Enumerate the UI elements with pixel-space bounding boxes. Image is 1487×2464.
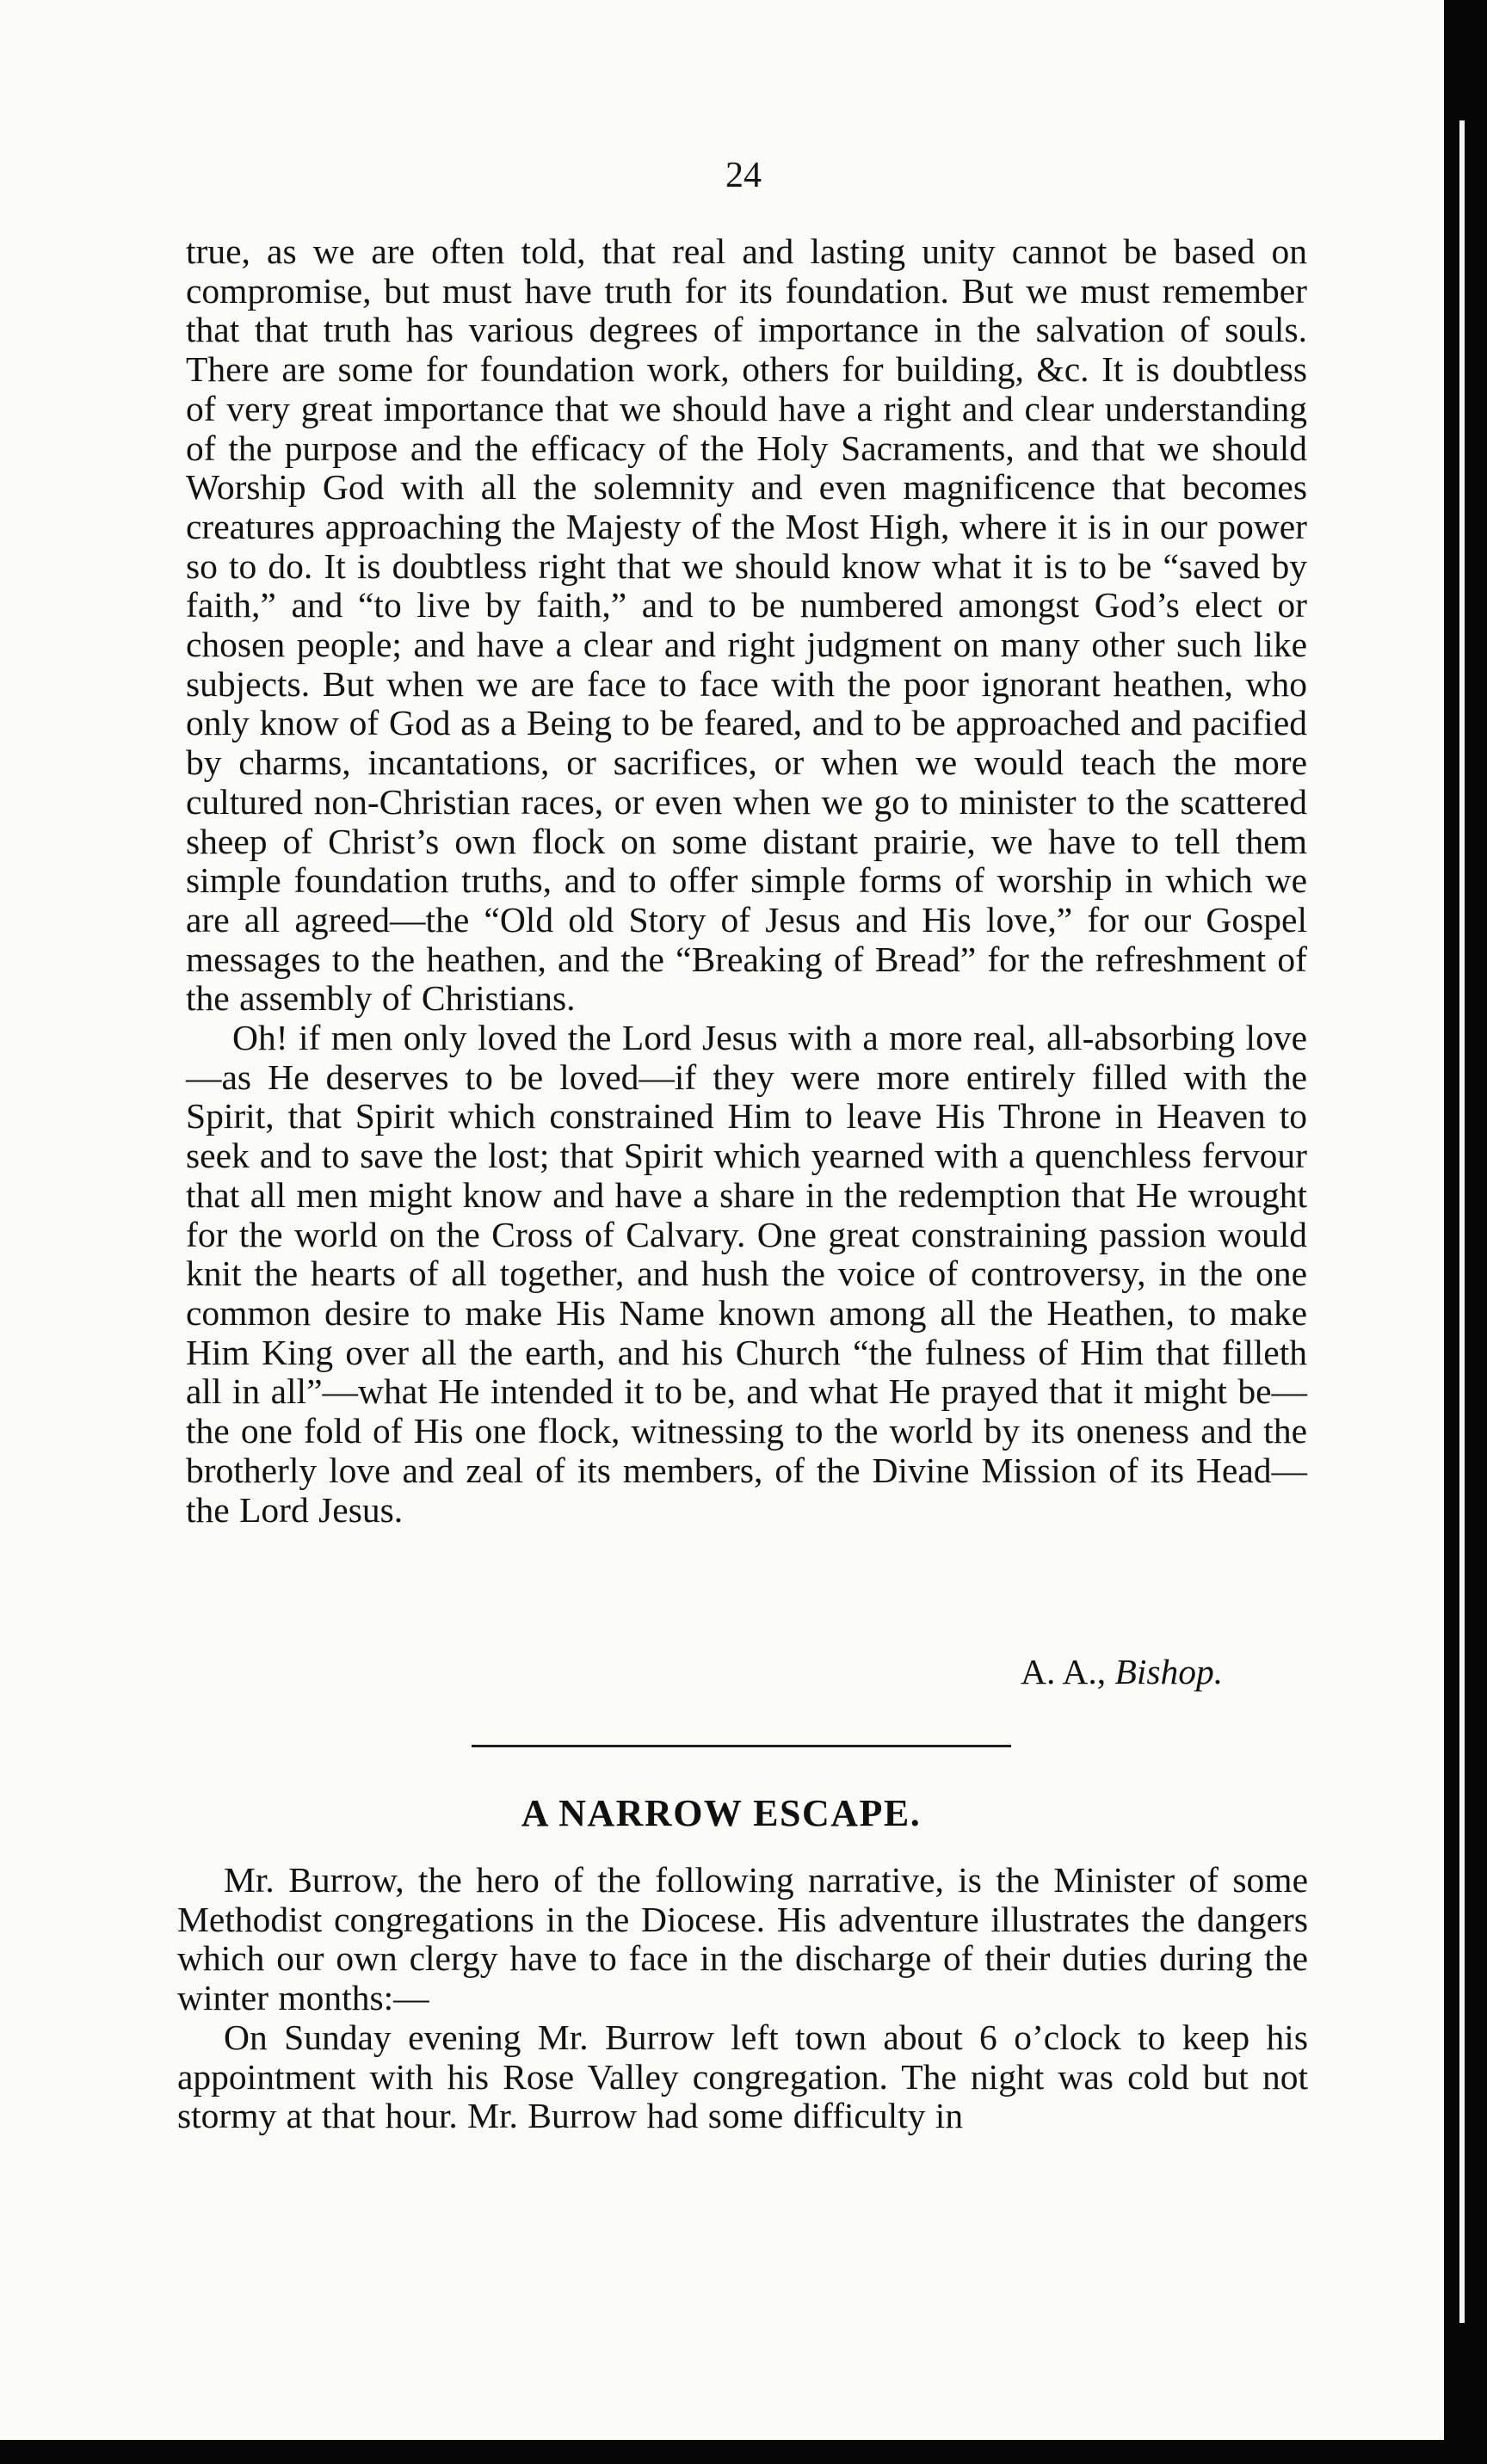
section-paragraph-1: Mr. Burrow, the hero of the following narrative, is the Minister of some Methodist congregations in the Diocese. His adventure illustrates the dangers which our own clergy have to face in the discharge of their duties during the winter months:— [177, 1860, 1308, 2018]
article-body [186, 232, 1307, 1530]
section-divider [472, 1745, 1011, 1747]
section-body [177, 1861, 1308, 2136]
article-paragraph-1: true, as we are often told, that real and lasting unity cannot be based on compromise, but must have truth for its foundation. But we must remember that that truth has various degrees of importance in the salvation of souls. There are some for foundation work, others for building, &c. It is doubtless of very great importance that we should have a right and clear understanding of the purpose and the efficacy of the Holy Sacraments, and that we should Worship God with all the solemnity and even magnificence that becomes creatures approaching the Majesty of the Most High, where it is in our power so to do. It is doubtless right that we should know what it is to be “saved by faith,” and “to live by faith,” and to be numbered amongst God’s elect or chosen people; and have a clear and right judgment on many other such like subjects. But when we are face to face with the poor ignorant heathen, who only know of God as a Being to be feared, and to be approached and pacified by charms, incantations, or sacrifices, or when we would teach the more cultured non-Christian races, or even when we go to minister to the scattered sheep of Christ’s own flock on some distant prairie, we have to tell them simple foundation truths, and to offer simple forms of worship in which we are all agreed—the “Old old Story of Jesus and His love,” for our Gospel messages to the heathen, and the “Breaking of Bread” for the refreshment of the assembly of Christians. [186, 231, 1307, 1019]
page-number: 24 [725, 156, 762, 195]
bottom-scan-edge [0, 2440, 1487, 2464]
article-signature [1021, 1652, 1223, 1691]
binding-edge [1444, 0, 1487, 2464]
signature-initials: A. A., [1021, 1652, 1107, 1691]
binding-strip [1459, 120, 1465, 2323]
section-paragraph-2: On Sunday evening Mr. Burrow left town about 6 o’clock to keep his appointment with his Rose Valley congregation. The night was cold but not stormy at that hour. Mr. Burrow had some difficulty in [177, 2017, 1308, 2136]
signature-role: Bishop. [1114, 1652, 1224, 1691]
section-heading: A NARROW ESCAPE. [521, 1792, 922, 1834]
article-paragraph-2: Oh! if men only loved the Lord Jesus with a more real, all-absorbing love—as He deserves to be loved—if they were more entirely filled with the Spirit, that Spirit which constrained Him to leave His Throne in Heaven to seek and to save the lost; that Spirit which yearned with a quenchless fervour that all men might know and have a share in the redemption that He wrought for the world on the Cross of Calvary. One great constraining passion would knit the hearts of all together, and hush the voice of controversy, in the one common desire to make His Name known among all the Heathen, to make Him King over all the earth, and his Church “the fulness of Him that filleth all in all”—what He intended it to be, and what He prayed that it might be—the one fold of His one flock, witnessing to the world by its oneness and the brotherly love and zeal of its members, of the Divine Mission of its Head—the Lord Jesus. [186, 1018, 1307, 1530]
